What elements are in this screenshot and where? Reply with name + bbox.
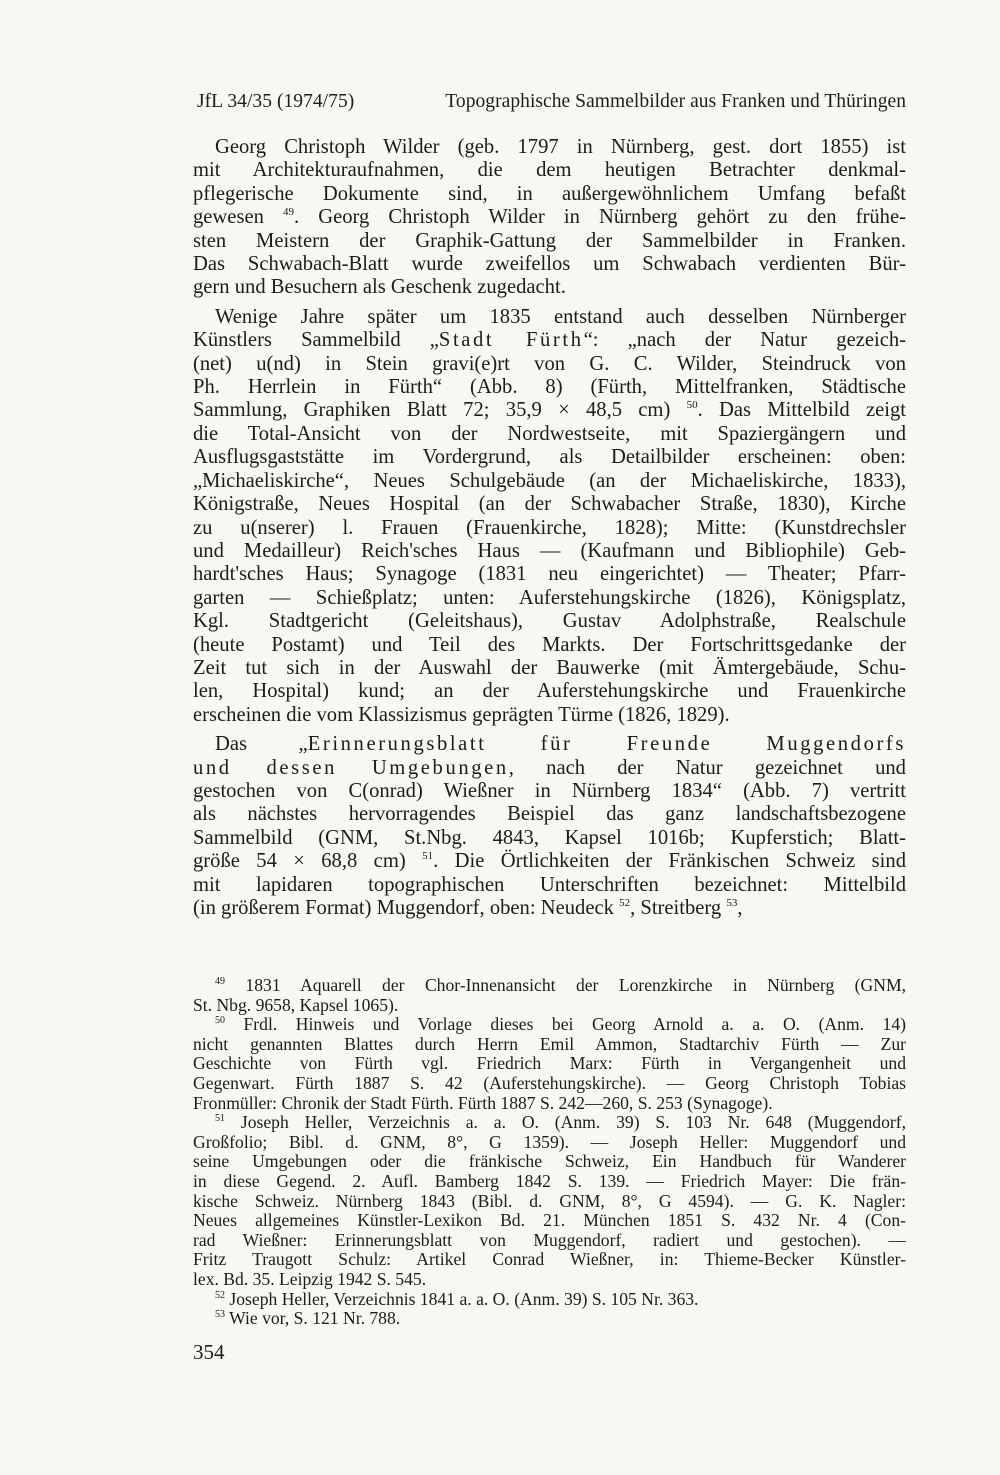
text-line: Sammelbild (GNM, St.Nbg. 4843, Kapsel 1016b; Kupferstich; Blatt- <box>193 826 906 849</box>
body-text <box>193 136 906 920</box>
text-line: Sammlung, Graphiken Blatt 72; 35,9 × 48,5 cm) $^{50}$. Das Mittelbild zeigt <box>193 399 906 422</box>
text-line: mit Architekturaufnahmen, die dem heutigen Betrachter denkmal- <box>193 159 906 182</box>
text-line: Das Schwabach-Blatt wurde zweifellos um Schwabach verdienten Bür- <box>193 253 906 276</box>
journal-page <box>193 0 906 1475</box>
text-line: Fritz Traugott Schulz: Artikel Conrad Wießner, in: Thieme-Becker Künstler- <box>193 1249 906 1270</box>
text-line: gewesen $^{49}$. Georg Christoph Wilder in Nürnberg gehört zu den frühe- <box>193 206 906 229</box>
text-line: Gegenwart. Fürth 1887 S. 42 (Auferstehungskirche). — Georg Christoph Tobias <box>193 1072 906 1093</box>
footnote-marker: 50 <box>686 399 698 412</box>
footnote-marker: 52 <box>215 1289 225 1301</box>
paragraph <box>193 306 906 727</box>
footnote <box>193 976 906 1015</box>
text-line: St. Nbg. 9658, Kapsel 1065). <box>193 994 399 1015</box>
page-number: 354 <box>193 1340 225 1364</box>
text-line: Neues allgemeines Künstler-Lexikon Bd. 21. München 1851 S. 432 Nr. 4 (Con- <box>193 1210 906 1231</box>
text-line: „Michaeliskirche“, Neues Schulgebäude (an der Michaeliskirche, 1833), <box>193 469 906 492</box>
text-line: Ausflugsgaststätte im Vordergrund, als Detailbilder erscheinen: oben: <box>193 446 906 469</box>
text-line: (heute Postamt) und Teil des Markts. Der Fortschrittsgedanke der <box>193 633 906 656</box>
text-line: und dessen Umgebungen, nach der Natur gezeichnet und <box>193 756 906 779</box>
footnote-marker: 53 <box>726 897 738 909</box>
footnote-marker: 51 <box>422 850 434 863</box>
text-line: Georg Christoph Wilder (geb. 1797 in Nürnberg, gest. dort 1855) ist <box>215 136 906 158</box>
text-line: nicht genannten Blattes durch Herrn Emil Ammon, Stadtarchiv Fürth — Zur <box>193 1033 906 1054</box>
text-line: (in größerem Format) Muggendorf, oben: Neudeck $^{52}$, Streitberg $^{53}$, <box>193 897 743 919</box>
text-line: die Total-Ansicht von der Nordwestseite, mit Spaziergängern und <box>193 422 906 445</box>
footnote-marker: 53 <box>215 1309 225 1321</box>
text-line: Ph. Herrlein in Fürth“ (Abb. 8) (Fürth, Mittelfranken, Städtische <box>193 376 906 399</box>
running-head-journal: JfL 34/35 (1974/75) <box>197 91 355 112</box>
text-line: gestochen von C(onrad) Wießner in Nürnberg 1834“ (Abb. 7) vertritt <box>193 779 906 802</box>
text-line: len, Hospital) kund; an der Auferstehungskirche und Frauenkirche <box>193 680 906 703</box>
text-line: als nächstes hervorragendes Beispiel das ganz landschaftsbezogene <box>193 803 906 826</box>
text-line: sten Meistern der Graphik-Gattung der Sammelbilder in Franken. <box>193 229 906 252</box>
text-line: seine Umgebungen oder die fränkische Schweiz, Ein Handbuch für Wanderer <box>193 1151 906 1172</box>
text-line: garten — Schießplatz; unten: Auferstehungskirche (1826), Königsplatz, <box>193 586 906 609</box>
running-head <box>197 91 906 113</box>
running-head-title: Topographische Sammelbilder aus Franken und Thüringen <box>445 91 906 112</box>
text-line: größe 54 × 68,8 cm) $^{51}$. Die Örtlichkeiten der Fränkischen Schweiz sind <box>193 850 906 873</box>
text-line: erscheinen die vom Klassizismus geprägten Türme (1826, 1829). <box>193 703 730 726</box>
text-line: Das „Erinnerungsblatt für Freunde Muggendorfs <box>215 733 906 756</box>
text-line: Kgl. Stadtgericht (Geleitshaus), Gustav Adolphstraße, Realschule <box>193 610 906 633</box>
footnote <box>193 1290 906 1310</box>
spaced-emphasis: Erinnerungsblatt für Freunde Muggendorfs <box>307 733 906 756</box>
text-line: rad Wießner: Erinnerungsblatt von Muggendorf, radiert und gestochen). — <box>193 1229 906 1250</box>
text-line: $^{52}$ Joseph Heller, Verzeichnis 1841 a. a. O. (Anm. 39) S. 105 Nr. 363. <box>215 1288 699 1309</box>
footnote-marker: 51 <box>215 1113 225 1125</box>
text-line: $^{49}$ 1831 Aquarell der Chor-Innenansicht der Lorenzkirche in Nürnberg (GNM, <box>215 975 906 995</box>
text-line: $^{53}$ Wie vor, S. 121 Nr. 788. <box>215 1308 401 1329</box>
text-line: Künstlers Sammelbild „Stadt Fürth“: „nach der Natur gezeich- <box>193 329 907 352</box>
text-line: pflegerische Dokumente sind, in außergewöhnlichem Umfang befaßt <box>193 182 906 205</box>
text-line: Geschichte von Fürth vgl. Friedrich Marx: Fürth in Vergangenheit und <box>193 1053 906 1074</box>
text-line: Großfolio; Bibl. d. GNM, 8°, G 1359). — Joseph Heller: Muggendorf und <box>193 1131 906 1152</box>
footnote-marker: 50 <box>215 1015 225 1027</box>
paragraph <box>193 136 906 300</box>
paragraph <box>193 733 906 920</box>
text-line: $^{51}$ Joseph Heller, Verzeichnis a. a. O. (Anm. 39) S. 103 Nr. 648 (Muggendorf, <box>215 1112 906 1133</box>
text-line: Wenige Jahre später um 1835 entstand auch desselben Nürnberger <box>215 305 906 328</box>
text-line: Zeit tut sich in der Auswahl der Bauwerke (mit Ämtergebäude, Schu- <box>193 656 906 679</box>
spaced-emphasis: und dessen Umgebungen <box>193 756 509 779</box>
text-line: $^{50}$ Frdl. Hinweis und Vorlage dieses bei Georg Arnold a. a. O. (Anm. 14) <box>215 1014 906 1035</box>
footnote-marker: 49 <box>215 976 225 987</box>
text-line: mit lapidaren topographischen Unterschriften bezeichnet: Mittelbild <box>193 873 906 896</box>
text-line: und Medailleur) Reich'sches Haus — (Kaufmann und Bibliophile) Geb- <box>193 539 906 562</box>
footnote <box>193 1309 906 1329</box>
footnote <box>193 1015 906 1113</box>
text-line: in diese Gegend. 2. Aufl. Bamberg 1842 S. 139. — Friedrich Mayer: Die frän- <box>193 1170 906 1191</box>
text-line: Königstraße, Neues Hospital (an der Schwabacher Straße, 1830), Kirche <box>193 493 906 516</box>
text-line: Fronmüller: Chronik der Stadt Fürth. Fürth 1887 S. 242—260, S. 253 (Synagoge). <box>193 1092 773 1113</box>
text-line: zu u(nserer) l. Frauen (Frauenkirche, 1828); Mitte: (Kunstdrechsler <box>193 516 906 539</box>
text-line: lex. Bd. 35. Leipzig 1942 S. 545. <box>193 1268 427 1289</box>
footnotes <box>193 976 906 1329</box>
footnote-marker: 52 <box>619 897 631 909</box>
text-line: hardt'sches Haus; Synagoge (1831 neu eingerichtet) — Theater; Pfarr- <box>193 563 906 586</box>
spaced-emphasis: Stadt Fürth <box>438 329 584 352</box>
footnote-marker: 49 <box>283 206 294 219</box>
text-line: kische Schweiz. Nürnberg 1843 (Bibl. d. GNM, 8°, G 4594). — G. K. Nagler: <box>193 1190 906 1211</box>
footnote <box>193 1113 906 1289</box>
text-line: gern und Besuchern als Geschenk zugedacht. <box>193 276 566 299</box>
text-line: (net) u(nd) in Stein gravi(e)rt von G. C. Wilder, Steindruck von <box>193 352 906 375</box>
